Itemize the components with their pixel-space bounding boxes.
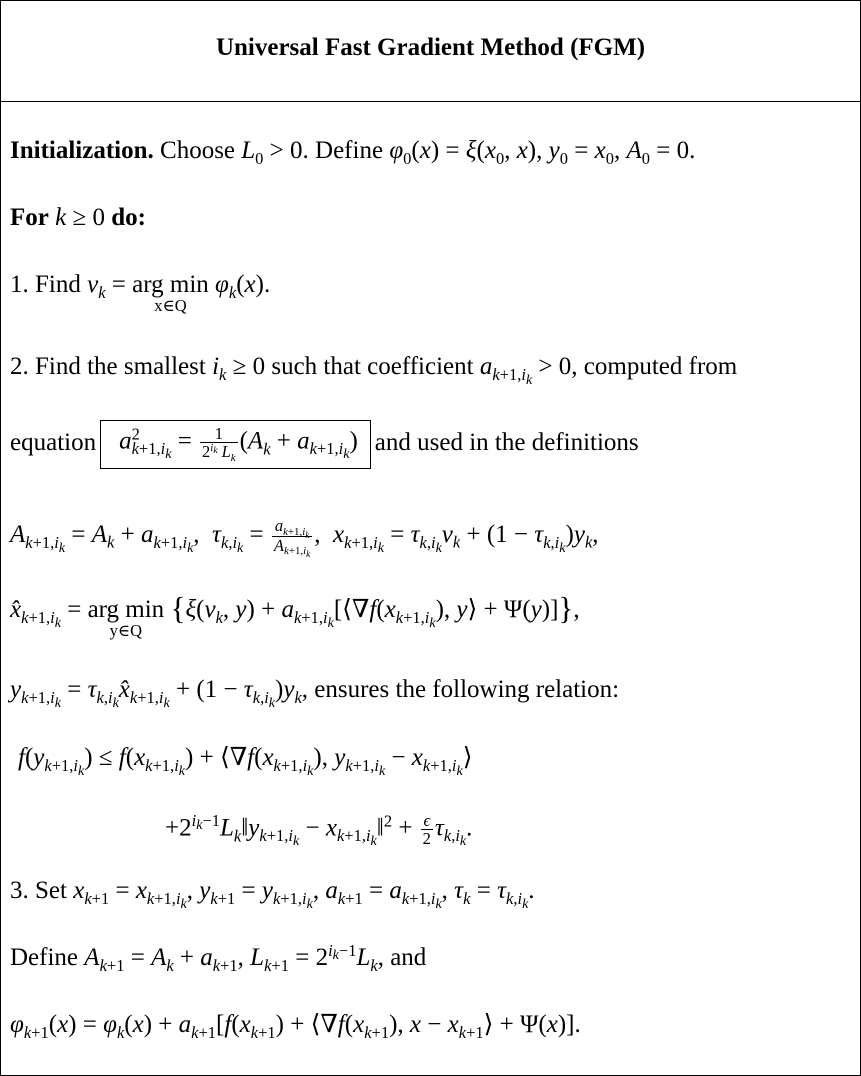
boxed-equation-fraction: $\frac{1}{2^{i_k} L_k}$ — [202, 424, 236, 465]
define-prefix: Define — [10, 944, 79, 971]
step1-prefix: 1. Find — [10, 271, 81, 298]
init-text-choose: Choose — [160, 137, 236, 164]
define-line: Define $A_{k+1} = A_k + a_{k+1}$, $L_{k+1} = 2^{i_k-1}L_k$, and — [10, 940, 427, 975]
phi-update-line: $\varphi_{k+1}(x) = \varphi_k(x) + a_{k+1}[f(x_{k+1})$ + $⟨\nabla f(x_{k+1})$, $x - x_{k+1}⟩ + \Psi(x)$]. — [10, 1011, 581, 1042]
boxed-equation: $a^2_{k+1,i_k}$ = $\frac{1}{2^{i_k} L_k}$ $(A_k + a_{k+1,i_k})$ — [100, 420, 371, 469]
tau-fraction: $\frac{a_{k+1,i_k}}{A_{k+1,i_k}}$ — [273, 516, 311, 561]
step2-text-computed: , computed from — [571, 353, 738, 380]
initialization-label: Initialization. — [10, 137, 154, 164]
after-box-text: and used in the definitions — [374, 429, 639, 457]
do-keyword: do: — [111, 204, 146, 231]
initialization-line: Initialization. Choose $L_0 > 0$. Define $\varphi_0(x) = \xi(x_0$, x), $y_0 = x_0$, $A_0 = 0$. — [10, 137, 696, 168]
step3-line: 3. Set $x_{k+1} = x_{k+1,i_k}$, $y_{k+1} = y_{k+1,i_k}$, $a_{k+1} = a_{k+1,i_k}$, $\tau_k = \tau_{k,i_k}$. — [10, 877, 535, 912]
xhat-argmin-domain: y∈Q — [109, 621, 143, 641]
step1-argmin-domain: x∈Q — [154, 296, 187, 315]
inequality-line1: $f(y_{k+1,i_k}) \le f(x_{k+1,i_k})$ + $⟨\nabla f(x_{k+1,i_k})$, $y_{k+1,i_k}$ − $x_{k+1,i_k}⟩$ — [18, 744, 473, 779]
header-divider — [0, 101, 861, 102]
epsilon-half-fraction: $\frac{\epsilon}{2}$ — [422, 811, 431, 849]
step3-prefix: 3. Set — [10, 877, 67, 904]
init-text-define: . Define — [302, 137, 384, 164]
init-text-end: . — [689, 137, 696, 164]
step2-line1: 2. Find the smallest $i_k \ge 0$ such that coefficient $a_{k+1,i_k} > 0$, computed from — [10, 353, 738, 388]
step2-prefix: 2. Find the smallest — [10, 353, 206, 380]
xhat-line: $x̂_{k+1,i_k}$ = arg min y∈Q {$\xi(v_k$, $y) + a_{k+1,i_k}[⟨\nabla f(x_{k+1,i_k})$, y⟩ + Ψ(y)]}, — [10, 591, 580, 641]
and-text: , and — [377, 944, 427, 971]
y-update-line: $y_{k+1,i_k}$ = $\tau_{k,i_k}x̂_{k+1,i_k} + (1 - \tau_{k,i_k})y_k$, ensures the following relation: — [10, 676, 620, 711]
xhat-argmin: arg min y∈Q — [87, 596, 165, 641]
equation-label: equation — [10, 429, 97, 457]
step1-argmin: arg min x∈Q — [132, 271, 209, 315]
for-keyword: For — [10, 204, 49, 231]
step2-text-such-that: such that coefficient — [271, 353, 474, 380]
inequality-line2: $+2^{i_k-1}L_k‖y_{k+1,i_k}$ − $x_{k+1,i_k}‖^2$ + $\frac{\epsilon}{2}$ $\tau_{k,i_k}$. — [165, 811, 473, 850]
step1-line: 1. Find $v_k$ = arg min x∈Q $\varphi_k(x)$. — [10, 271, 271, 315]
ensures-text: , ensures the following relation: — [301, 676, 620, 703]
loop-line: For k ≥ 0 do: — [10, 204, 146, 231]
step2-equation-line — [10, 420, 639, 469]
step2-definitions-line: $A_{k+1,i_k} = A_k + a_{k+1,i_k}$, $\tau_{k,i_k}$ = $\frac{a_{k+1,i_k}}{A_{k+1,i_k}}$ , $x_{k+1,i_k} = \tau_{k,i_k}v_k + (1 - \tau_{k,i_k})y_k$, — [10, 516, 599, 561]
algorithm-title: Universal Fast Gradient Method (FGM) — [215, 34, 646, 61]
